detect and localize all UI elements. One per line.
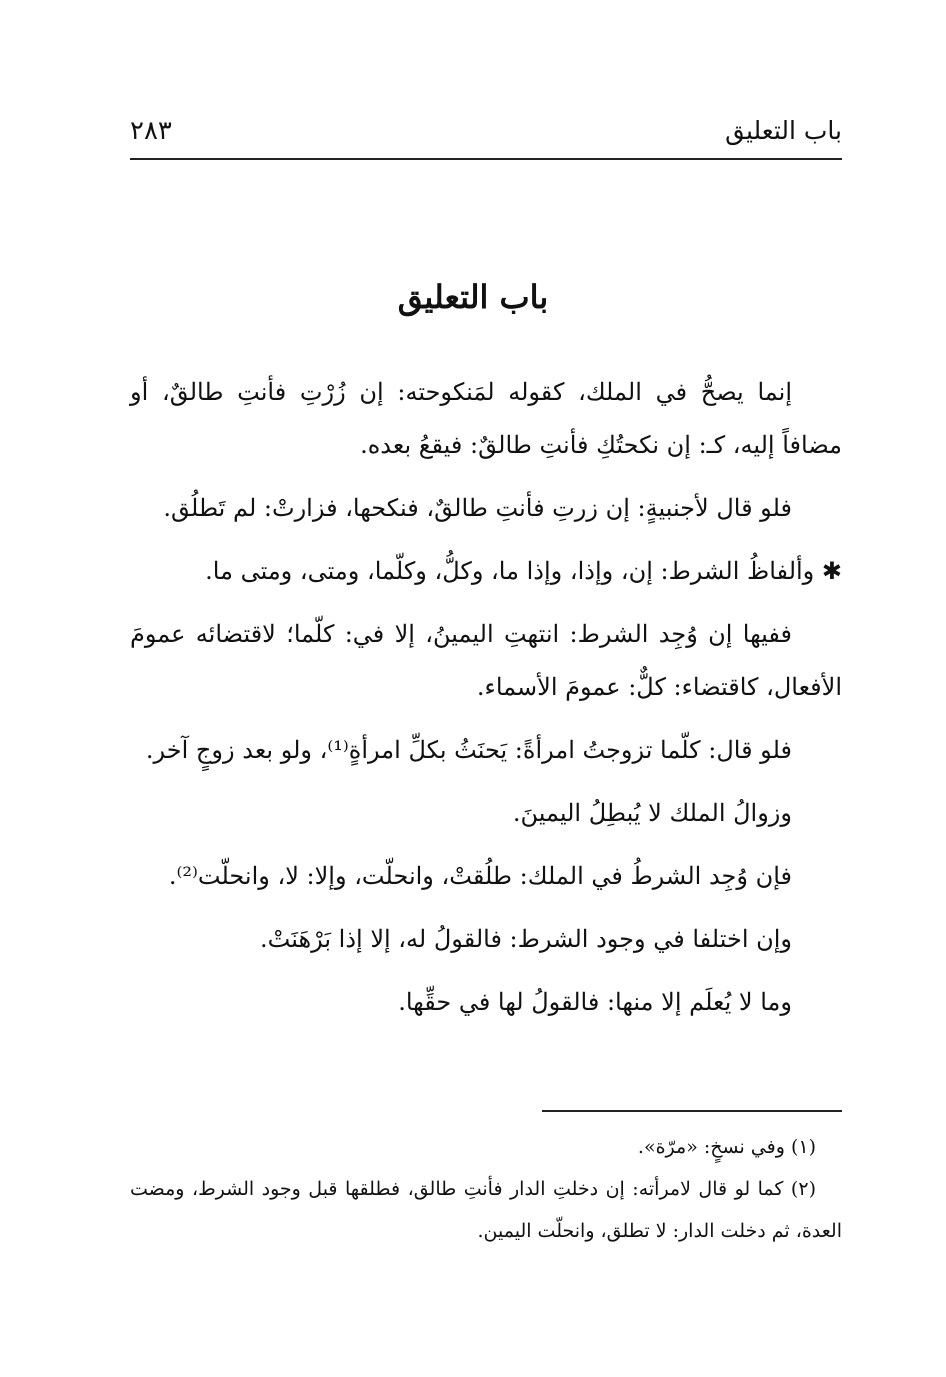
footnote: (١) وفي نسخٍ: «مرّة». [637, 1136, 816, 1158]
footnote: (٢) كما لو قال لامرأته: إن دخلتِ الدار فأنتِ طالق، فطلقها قبل وجود الشرط، ومضت العدة، ثم دخلت الدار: لا تطلق، وانحلّت اليمين. [130, 1178, 842, 1242]
paragraph: وزوالُ الملك لا يُبطِلُ اليمينَ. [512, 799, 792, 827]
paragraph: إنما يصحُّ في الملك، كقوله لمَنكوحته: إن زُرْتِ فأنتِ طالقٌ، أو مضافاً إليه، كـ: إن نكحتُكِ فأنتِ طالقٌ: فيقعُ بعده. [130, 378, 842, 459]
page-number: ٢٨٣ [130, 116, 172, 146]
paragraph: ✱ وألفاظُ الشرط: إن، وإذا، وإذا ما، وكلُّ، وكلّما، ومتى، ومتى ما. [205, 557, 842, 585]
paragraph: وإن اختلفا في وجود الشرط: فالقولُ له، إلا إذا بَرْهَنَتْ. [260, 925, 792, 953]
main-text [130, 366, 842, 1039]
running-header [130, 112, 842, 160]
paragraph: فإن وُجِد الشرطُ في الملك: طلُقتْ، وانحلّت، وإلا: لا، وانحلّت⁽²⁾. [168, 862, 792, 890]
paragraph: ففيها إن وُجِد الشرط: انتهتِ اليمينُ، إلا في: كلّما؛ لاقتضائه عمومَ الأفعال، كاقتضاء: كلٌّ: عمومَ الأسماء. [130, 620, 842, 701]
footnote-divider [542, 1110, 842, 1112]
paragraph: فلو قال لأجنبيةٍ: إن زرتِ فأنتِ طالقٌ، فنكحها، فزارتْ: لم تَطلُق. [163, 494, 792, 522]
paragraph: فلو قال: كلّما تزوجتُ امرأةً: يَحنَثُ بكلِّ امرأةٍ⁽¹⁾، ولو بعد زوجٍ آخر. [145, 736, 792, 764]
paragraph: وما لا يُعلَم إلا منها: فالقولُ لها في حقِّها. [398, 988, 792, 1016]
footnotes [130, 1126, 842, 1252]
running-title: باب التعليق [725, 116, 842, 145]
chapter-title: باب التعليق [397, 278, 549, 316]
